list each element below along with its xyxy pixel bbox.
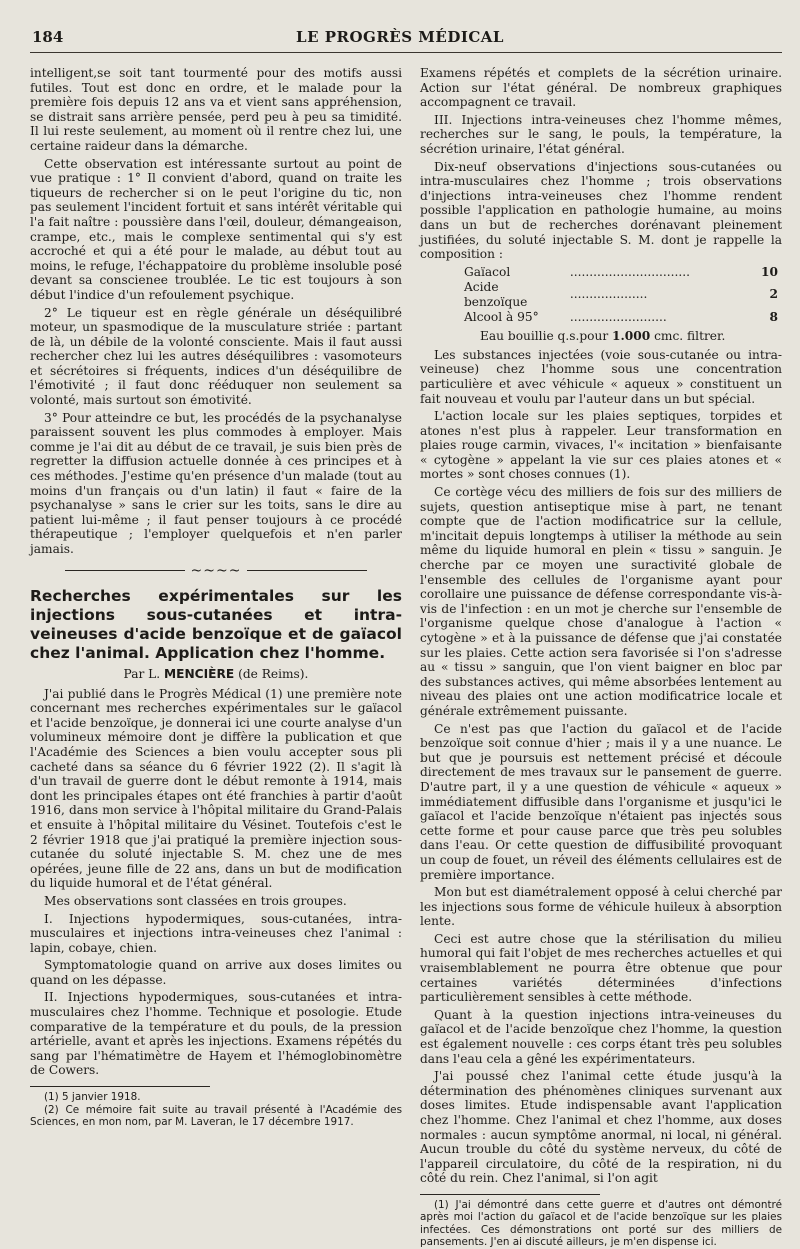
- journal-title: LE PROGRÈS MÉDICAL: [296, 28, 504, 46]
- composition-row: [460, 310, 782, 325]
- paragraph: Mes observations sont classées en trois groupes.: [44, 893, 347, 908]
- ingredient-name: Acide benzoïque: [464, 279, 528, 309]
- paragraph: intelligent,se soit tant tourmenté pour des motifs aussi futiles. Tout est donc en ordre, et le malade pour la première fois depuis 12 ans va et vient sans appréhension, se distrait sans arrière pensée, perd peu à peu sa timidité. Il lui reste seulement, au moment où il rentre chez lui, une certaine raideur dans la démarche.: [30, 66, 402, 153]
- ingredient-value: 10: [761, 264, 778, 279]
- ingredient-value: 2: [769, 287, 778, 302]
- footnote-rule: [420, 1194, 600, 1195]
- ingredient-name: Alcool à 95°: [464, 309, 539, 324]
- leader-dots: ....................: [569, 287, 648, 302]
- section-ornament: [30, 563, 402, 579]
- header-rule: [30, 52, 782, 53]
- byline-place: (de Reims).: [238, 666, 309, 681]
- article-title: Recherches expérimentales sur les injections sous-cutanées et intra-veineuses d'acide benzoïque et de gaïacol chez l'animal. Application chez l'homme.: [30, 586, 402, 662]
- paragraph: 2° Le tiqueur est en règle générale un déséquilibré moteur, un spasmodique de la musculature striée : partant de là, un débile de la volonté consciente. Mais il faut aussi rechercher chez lui les autres déséquilibres : vasomoteurs et sécrétoires si fréquents, indices d'un déséquilibre de l'émotivité ; il faut donc rééduquer non seulement sa volonté, mais surtout son émotivité.: [30, 305, 402, 408]
- composition-row: [460, 280, 782, 310]
- composition-row: [460, 265, 782, 280]
- leader-dots: ...............................: [569, 264, 690, 279]
- paragraph: J'ai publié dans le Progrès Médical (1) une première note concernant mes recherches expérimentales sur le gaïacol et l'acide benzoïque, je donnerai ici une courte analyse d'un volumineux mémoire dont je diffère la publication et que l'Académie des Sciences a bien voulu accepter sous pli cacheté dans sa séance du 6 février 1922 (2). Il s'agit là d'un travail de guerre dont le début remonte à 1914, mais dont les principales étapes ont été franchies à partir d'août 1916, dans mon service à l'hôpital militaire du Grand-Palais et ensuite à l'hôpital militaire du Vésinet. Toutefois c'est le 2 février 1918 que j'ai pratiqué la première injection sous-cutanée du soluté injectable S. M. chez une de mes opérées, jeune fille de 22 ans, dans un but de modification du liquide humoral et de l'état général.: [30, 686, 402, 891]
- byline: [30, 667, 402, 681]
- byline-author: MENCIÈRE: [164, 666, 235, 681]
- composition-solvent: [480, 329, 782, 344]
- ornament-squiggle: ~~~~: [190, 562, 242, 579]
- left-column: [30, 66, 402, 1129]
- ornament-rule-right: [247, 570, 367, 571]
- paragraph: L'action locale sur les plaies septiques, torpides et atones n'est plus à rappeler. Leur transformation en plaies rouge carmin, vivaces, l'« incitation » bienfaisante « cytogène » appelant la vie sur ces plaies atones et « mortes » sont choses connues (1).: [420, 409, 782, 482]
- leader-dots: .........................: [569, 309, 667, 324]
- paragraph: Les substances injectées (voie sous-cutanée ou intra-veineuse) chez l'homme sous une concentration particulière et avec véhicule « aqueux » constituent un fait nouveau et voulu par l'auteur dans un but spécial.: [420, 347, 782, 406]
- ingredient-value: 8: [769, 309, 778, 324]
- composition-table: [460, 265, 782, 325]
- byline-prefix: Par L.: [123, 666, 161, 681]
- paragraph: Cette observation est intéressante surtout au point de vue pratique : 1° Il convient d'abord, quand on traite les tiqueurs de rechercher si on le peut l'origine du tic, non pas seulement l'incident fortuit et sans intérêt véritable qui l'a fait naître : poussière dans l'œil, douleur, démangeaison, crampe, etc., mais le complexe sentimental qui s'y est accroché et qui a été pour le malade, au début tout au moins, le refuge, l'échappatoire du problème insoluble posé devant sa conscienee troublée. Le tic est toujours à son début l'indice d'un refoulement psychique.: [30, 156, 402, 302]
- paragraph: Dix-neuf observations d'injections sous-cutanées ou intra-musculaires chez l'homme ; trois observations d'injections intra-veineuses chez l'homme rendent possible l'application en pathologie humaine, au moins dans un but de recherches dorénavant pleinement justifiées, du soluté injectable S. M. dont je rappelle la composition :: [420, 159, 782, 262]
- paragraph: Symptomatologie quand on arrive aux doses limites ou quand on les dépasse.: [30, 958, 402, 987]
- paragraph: J'ai poussé chez l'animal cette étude jusqu'à la détermination des phénomènes cliniques survenant aux doses limites. Etude indispensable avant l'application chez l'homme. Chez l'animal et chez l'homme, aux doses normales : aucun symptôme anormal, ni local, ni général. Aucun trouble du côté du système nerveux, du côté de l'appareil circulatoire, du côté de la respiration, ni du côté du rein. Chez l'animal, si l'on agit: [420, 1069, 782, 1186]
- paragraph: Ce n'est pas que l'action du gaïacol et de l'acide benzoïque soit connue d'hier ; mais il y a une nuance. Le but que je poursuis est nettement précisé et découle directement de mes travaux sur le pansement de guerre. D'autre part, il y a une question de véhicule « aqueux » immédiatement diffusible dans l'organisme et jusqu'ici le gaïacol et l'acide benzoïque n'étaient pas injectés sous cette forme et pour cause parce que très peu solubles dans l'eau. Or cette question de diffusibilité provoquant un coup de fouet, un réveil des éléments cellulaires est de première importance.: [420, 721, 782, 882]
- paragraph: I. Injections hypodermiques, sous-cutanées, intra-musculaires et injections intra-veineuses chez l'animal : lapin, cobaye, chien.: [30, 911, 402, 955]
- footnote-rule: [30, 1086, 210, 1087]
- solvent-label: Eau bouillie q.s.pour: [480, 328, 609, 343]
- footnote: (2) Ce mémoire fait suite au travail présenté à l'Académie des Sciences, en mon nom, par M. Laveran, le 17 décembre 1917.: [30, 1103, 402, 1129]
- paragraph: Ce cortège vécu des milliers de fois sur des milliers de sujets, question antiseptique mise à part, ne tenant compte que de l'action modificatrice sur la cellule, m'incitait depuis longtemps à utiliser la méthode au sein même du liquide humoral en plein « tissu » sanguin. Je cherche par ce moyen une suractivité globale de l'ensemble des cellules de l'organisme ayant pour corollaire une puissance de défense correspondante vis-à-vis de l'infection : en un mot je cherche sur l'ensemble de l'organisme quelque chose d'analogue à l'action « cytogène » et à la puissance de défense que j'ai constatée sur les plaies. Cette action sera favorisée si l'on s'adresse au « tissu » sanguin, que l'on vient baigner en bloc par des substances actives, qui même absorbées lentement au niveau des plaies ont une action modificatrice locale et générale extrêmement puissante.: [420, 485, 782, 718]
- ornament-rule-left: [65, 570, 185, 571]
- paragraph: III. Injections intra-veineuses chez l'homme mêmes, recherches sur le sang, le pouls, la température, la sécrétion urinaire, l'état général.: [420, 112, 782, 156]
- paragraph: Quant à la question injections intra-veineuses du gaïacol et de l'acide benzoïque chez l'homme, la question est également nouvelle : ces corps étant très peu solubles dans l'eau cela a gêné les expérimentateurs.: [420, 1007, 782, 1066]
- solvent-unit: cmc. filtrer.: [654, 328, 726, 343]
- paragraph: II. Injections hypodermiques, sous-cutanées et intra-musculaires chez l'homme. Technique et posologie. Etude comparative de la température et du pouls, de la pression artérielle, avant et après les injections. Examens répétés du sang par l'hématimètre de Hayem et l'hémoglobinomètre de Cowers.: [30, 990, 402, 1078]
- paragraph: Mon but est diamétralement opposé à celui cherché par les injections sous forme de véhicule huileux à absorption lente.: [420, 885, 782, 929]
- footnote: (1) J'ai démontré dans cette guerre et d'autres ont démontré après moi l'action du gaïacol et de l'acide benzoïque sur les plaies infectées. Ces démonstrations ont porté sur des milliers de pansements. J'en ai discuté ailleurs, je m'en dispense ici.: [420, 1198, 782, 1249]
- solvent-value: 1.000: [612, 328, 651, 343]
- paragraph: 3° Pour atteindre ce but, les procédés de la psychanalyse paraissent souvent les plus commodes à employer. Mais comme je l'ai dit au début de ce travail, je suis bien près de regretter la diffusion actuelle donnée à ces principes et à ces méthodes. J'estime qu'en présence d'un malade (tout au moins d'un français ou d'un latin) il faut « faire de la psychanalyse » sans le crier sur les toits, sans le dire au patient lui-même ; il faut penser toujours à ce procédé thérapeutique ; l'employer quelquefois et n'en parler jamais.: [30, 410, 402, 556]
- paragraph: Examens répétés et complets de la sécrétion urinaire. Action sur l'état général. De nombreux graphiques accompagnent ce travail.: [420, 66, 782, 110]
- paragraph: Ceci est autre chose que la stérilisation du milieu humoral qui fait l'objet de mes recherches actuelles et qui vraisemblablement ne pourra être obtenue que pour certaines variétés déterminées d'infections particulièrement sensibles à cette méthode.: [420, 931, 782, 1005]
- page-number: 184: [32, 28, 64, 46]
- ingredient-name: Gaïacol: [464, 264, 511, 279]
- footnote: (1) 5 janvier 1918.: [44, 1091, 141, 1104]
- page-header: [0, 28, 800, 52]
- right-column: [420, 66, 782, 1249]
